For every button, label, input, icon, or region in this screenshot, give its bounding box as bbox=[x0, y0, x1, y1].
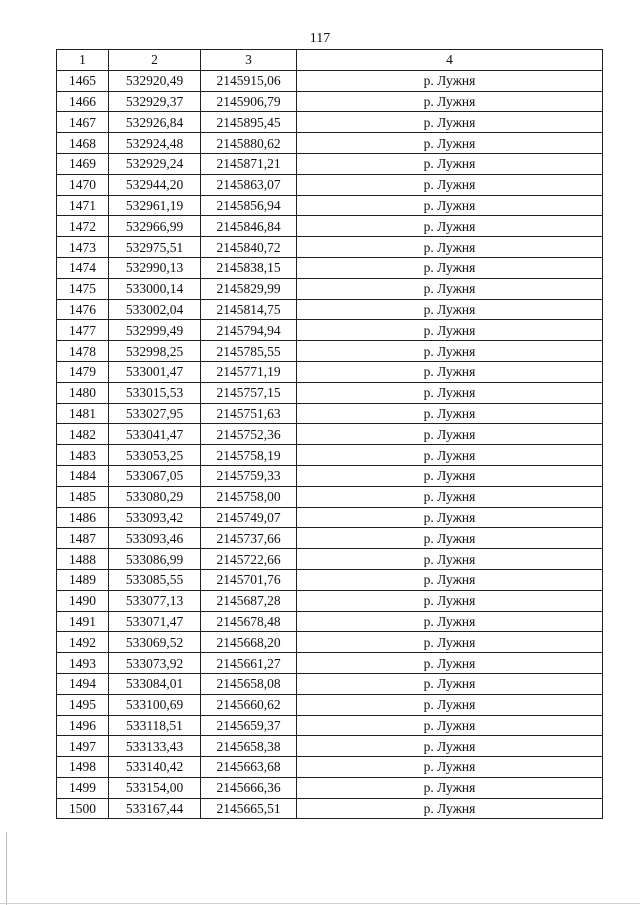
cell-description: р. Лужня bbox=[297, 174, 603, 195]
table-row bbox=[57, 133, 603, 154]
cell-point-number: 1468 bbox=[57, 133, 109, 154]
cell-point-number: 1484 bbox=[57, 465, 109, 486]
cell-point-number: 1472 bbox=[57, 216, 109, 237]
cell-x: 532975,51 bbox=[109, 237, 201, 258]
table-row bbox=[57, 569, 603, 590]
cell-point-number: 1475 bbox=[57, 278, 109, 299]
cell-point-number: 1486 bbox=[57, 507, 109, 528]
cell-x: 532929,37 bbox=[109, 91, 201, 112]
table-row bbox=[57, 528, 603, 549]
cell-x: 532998,25 bbox=[109, 341, 201, 362]
cell-description: р. Лужня bbox=[297, 528, 603, 549]
cell-x: 533154,00 bbox=[109, 777, 201, 798]
cell-y: 2145660,62 bbox=[201, 694, 297, 715]
cell-point-number: 1495 bbox=[57, 694, 109, 715]
table-row bbox=[57, 611, 603, 632]
cell-y: 2145829,99 bbox=[201, 278, 297, 299]
cell-description: р. Лужня bbox=[297, 424, 603, 445]
cell-point-number: 1478 bbox=[57, 341, 109, 362]
header-cell-point-number: 1 bbox=[57, 50, 109, 71]
cell-description: р. Лужня bbox=[297, 112, 603, 133]
cell-point-number: 1480 bbox=[57, 382, 109, 403]
scan-bottom-line bbox=[0, 903, 640, 904]
cell-point-number: 1489 bbox=[57, 569, 109, 590]
cell-description: р. Лужня bbox=[297, 569, 603, 590]
cell-y: 2145661,27 bbox=[201, 653, 297, 674]
cell-y: 2145668,20 bbox=[201, 632, 297, 653]
cell-y: 2145752,36 bbox=[201, 424, 297, 445]
table-row bbox=[57, 549, 603, 570]
cell-x: 532926,84 bbox=[109, 112, 201, 133]
cell-y: 2145838,15 bbox=[201, 257, 297, 278]
cell-point-number: 1491 bbox=[57, 611, 109, 632]
cell-point-number: 1499 bbox=[57, 777, 109, 798]
cell-point-number: 1473 bbox=[57, 237, 109, 258]
cell-point-number: 1467 bbox=[57, 112, 109, 133]
cell-x: 533086,99 bbox=[109, 549, 201, 570]
cell-description: р. Лужня bbox=[297, 153, 603, 174]
cell-y: 2145666,36 bbox=[201, 777, 297, 798]
cell-x: 532924,48 bbox=[109, 133, 201, 154]
cell-x: 532966,99 bbox=[109, 216, 201, 237]
table-row bbox=[57, 216, 603, 237]
table-row bbox=[57, 486, 603, 507]
cell-description: р. Лужня bbox=[297, 195, 603, 216]
cell-y: 2145871,21 bbox=[201, 153, 297, 174]
cell-x: 533071,47 bbox=[109, 611, 201, 632]
header-cell-x: 2 bbox=[109, 50, 201, 71]
cell-point-number: 1487 bbox=[57, 528, 109, 549]
cell-description: р. Лужня bbox=[297, 694, 603, 715]
table-row bbox=[57, 237, 603, 258]
cell-x: 533085,55 bbox=[109, 569, 201, 590]
cell-point-number: 1481 bbox=[57, 403, 109, 424]
cell-x: 533000,14 bbox=[109, 278, 201, 299]
cell-y: 2145701,76 bbox=[201, 569, 297, 590]
cell-description: р. Лужня bbox=[297, 237, 603, 258]
cell-x: 533041,47 bbox=[109, 424, 201, 445]
cell-y: 2145658,08 bbox=[201, 673, 297, 694]
cell-y: 2145840,72 bbox=[201, 237, 297, 258]
cell-point-number: 1476 bbox=[57, 299, 109, 320]
cell-y: 2145794,94 bbox=[201, 320, 297, 341]
cell-description: р. Лужня bbox=[297, 133, 603, 154]
table-row bbox=[57, 403, 603, 424]
cell-x: 533027,95 bbox=[109, 403, 201, 424]
cell-y: 2145785,55 bbox=[201, 341, 297, 362]
cell-description: р. Лужня bbox=[297, 736, 603, 757]
cell-point-number: 1469 bbox=[57, 153, 109, 174]
cell-description: р. Лужня bbox=[297, 382, 603, 403]
cell-x: 533093,46 bbox=[109, 528, 201, 549]
cell-description: р. Лужня bbox=[297, 507, 603, 528]
cell-description: р. Лужня bbox=[297, 611, 603, 632]
cell-description: р. Лужня bbox=[297, 798, 603, 819]
cell-y: 2145758,00 bbox=[201, 486, 297, 507]
cell-x: 532990,13 bbox=[109, 257, 201, 278]
cell-x: 533015,53 bbox=[109, 382, 201, 403]
table-row bbox=[57, 91, 603, 112]
cell-y: 2145737,66 bbox=[201, 528, 297, 549]
table-row bbox=[57, 424, 603, 445]
cell-description: р. Лужня bbox=[297, 320, 603, 341]
cell-x: 533093,42 bbox=[109, 507, 201, 528]
cell-description: р. Лужня bbox=[297, 549, 603, 570]
cell-description: р. Лужня bbox=[297, 216, 603, 237]
table-row bbox=[57, 632, 603, 653]
cell-description: р. Лужня bbox=[297, 673, 603, 694]
cell-y: 2145915,06 bbox=[201, 70, 297, 91]
cell-y: 2145846,84 bbox=[201, 216, 297, 237]
cell-description: р. Лужня bbox=[297, 486, 603, 507]
table-body bbox=[57, 70, 603, 819]
cell-y: 2145663,68 bbox=[201, 757, 297, 778]
table-row bbox=[57, 445, 603, 466]
cell-point-number: 1466 bbox=[57, 91, 109, 112]
cell-description: р. Лужня bbox=[297, 257, 603, 278]
cell-description: р. Лужня bbox=[297, 403, 603, 424]
cell-x: 533080,29 bbox=[109, 486, 201, 507]
cell-y: 2145751,63 bbox=[201, 403, 297, 424]
cell-y: 2145665,51 bbox=[201, 798, 297, 819]
cell-y: 2145758,19 bbox=[201, 445, 297, 466]
cell-description: р. Лужня bbox=[297, 299, 603, 320]
table-row bbox=[57, 590, 603, 611]
cell-x: 533077,13 bbox=[109, 590, 201, 611]
cell-description: р. Лужня bbox=[297, 445, 603, 466]
cell-point-number: 1474 bbox=[57, 257, 109, 278]
cell-x: 533133,43 bbox=[109, 736, 201, 757]
cell-x: 532944,20 bbox=[109, 174, 201, 195]
cell-point-number: 1490 bbox=[57, 590, 109, 611]
cell-point-number: 1500 bbox=[57, 798, 109, 819]
cell-point-number: 1471 bbox=[57, 195, 109, 216]
cell-point-number: 1483 bbox=[57, 445, 109, 466]
table-row bbox=[57, 798, 603, 819]
cell-y: 2145895,45 bbox=[201, 112, 297, 133]
cell-description: р. Лужня bbox=[297, 757, 603, 778]
cell-x: 532999,49 bbox=[109, 320, 201, 341]
cell-y: 2145863,07 bbox=[201, 174, 297, 195]
cell-x: 533167,44 bbox=[109, 798, 201, 819]
cell-x: 533118,51 bbox=[109, 715, 201, 736]
table-row bbox=[57, 673, 603, 694]
cell-y: 2145880,62 bbox=[201, 133, 297, 154]
cell-x: 533067,05 bbox=[109, 465, 201, 486]
cell-point-number: 1496 bbox=[57, 715, 109, 736]
table-row bbox=[57, 174, 603, 195]
table-row bbox=[57, 715, 603, 736]
scan-edge-line bbox=[6, 832, 7, 905]
cell-x: 533100,69 bbox=[109, 694, 201, 715]
cell-x: 532920,49 bbox=[109, 70, 201, 91]
header-cell-y: 3 bbox=[201, 50, 297, 71]
table-row bbox=[57, 736, 603, 757]
cell-point-number: 1497 bbox=[57, 736, 109, 757]
cell-description: р. Лужня bbox=[297, 278, 603, 299]
cell-x: 533053,25 bbox=[109, 445, 201, 466]
header-cell-description: 4 bbox=[297, 50, 603, 71]
cell-y: 2145757,15 bbox=[201, 382, 297, 403]
cell-description: р. Лужня bbox=[297, 465, 603, 486]
cell-point-number: 1492 bbox=[57, 632, 109, 653]
header-row bbox=[57, 50, 603, 71]
cell-description: р. Лужня bbox=[297, 70, 603, 91]
cell-description: р. Лужня bbox=[297, 361, 603, 382]
cell-point-number: 1465 bbox=[57, 70, 109, 91]
cell-y: 2145678,48 bbox=[201, 611, 297, 632]
cell-y: 2145856,94 bbox=[201, 195, 297, 216]
table-row bbox=[57, 278, 603, 299]
table-row bbox=[57, 653, 603, 674]
cell-point-number: 1498 bbox=[57, 757, 109, 778]
cell-x: 532961,19 bbox=[109, 195, 201, 216]
table-row bbox=[57, 341, 603, 362]
table-row bbox=[57, 112, 603, 133]
cell-x: 533002,04 bbox=[109, 299, 201, 320]
cell-y: 2145722,66 bbox=[201, 549, 297, 570]
cell-y: 2145749,07 bbox=[201, 507, 297, 528]
page-number: 117 bbox=[309, 31, 331, 46]
cell-point-number: 1477 bbox=[57, 320, 109, 341]
cell-point-number: 1482 bbox=[57, 424, 109, 445]
cell-y: 2145814,75 bbox=[201, 299, 297, 320]
cell-description: р. Лужня bbox=[297, 91, 603, 112]
cell-point-number: 1470 bbox=[57, 174, 109, 195]
table-row bbox=[57, 195, 603, 216]
cell-description: р. Лужня bbox=[297, 632, 603, 653]
table-row bbox=[57, 299, 603, 320]
cell-description: р. Лужня bbox=[297, 590, 603, 611]
table-row bbox=[57, 382, 603, 403]
table-row bbox=[57, 257, 603, 278]
cell-point-number: 1485 bbox=[57, 486, 109, 507]
cell-point-number: 1493 bbox=[57, 653, 109, 674]
cell-y: 2145658,38 bbox=[201, 736, 297, 757]
table-row bbox=[57, 777, 603, 798]
table-row bbox=[57, 320, 603, 341]
table-row bbox=[57, 465, 603, 486]
cell-x: 533084,01 bbox=[109, 673, 201, 694]
table-row bbox=[57, 70, 603, 91]
table-row bbox=[57, 361, 603, 382]
table-row bbox=[57, 153, 603, 174]
cell-y: 2145906,79 bbox=[201, 91, 297, 112]
cell-y: 2145687,28 bbox=[201, 590, 297, 611]
cell-point-number: 1488 bbox=[57, 549, 109, 570]
cell-x: 533069,52 bbox=[109, 632, 201, 653]
cell-x: 533001,47 bbox=[109, 361, 201, 382]
cell-description: р. Лужня bbox=[297, 715, 603, 736]
cell-x: 532929,24 bbox=[109, 153, 201, 174]
cell-description: р. Лужня bbox=[297, 653, 603, 674]
coordinates-table bbox=[56, 49, 603, 819]
cell-point-number: 1479 bbox=[57, 361, 109, 382]
cell-y: 2145771,19 bbox=[201, 361, 297, 382]
table-row bbox=[57, 694, 603, 715]
cell-point-number: 1494 bbox=[57, 673, 109, 694]
cell-x: 533140,42 bbox=[109, 757, 201, 778]
cell-description: р. Лужня bbox=[297, 341, 603, 362]
cell-y: 2145659,37 bbox=[201, 715, 297, 736]
table-row bbox=[57, 757, 603, 778]
cell-description: р. Лужня bbox=[297, 777, 603, 798]
cell-y: 2145759,33 bbox=[201, 465, 297, 486]
table-row bbox=[57, 507, 603, 528]
cell-x: 533073,92 bbox=[109, 653, 201, 674]
